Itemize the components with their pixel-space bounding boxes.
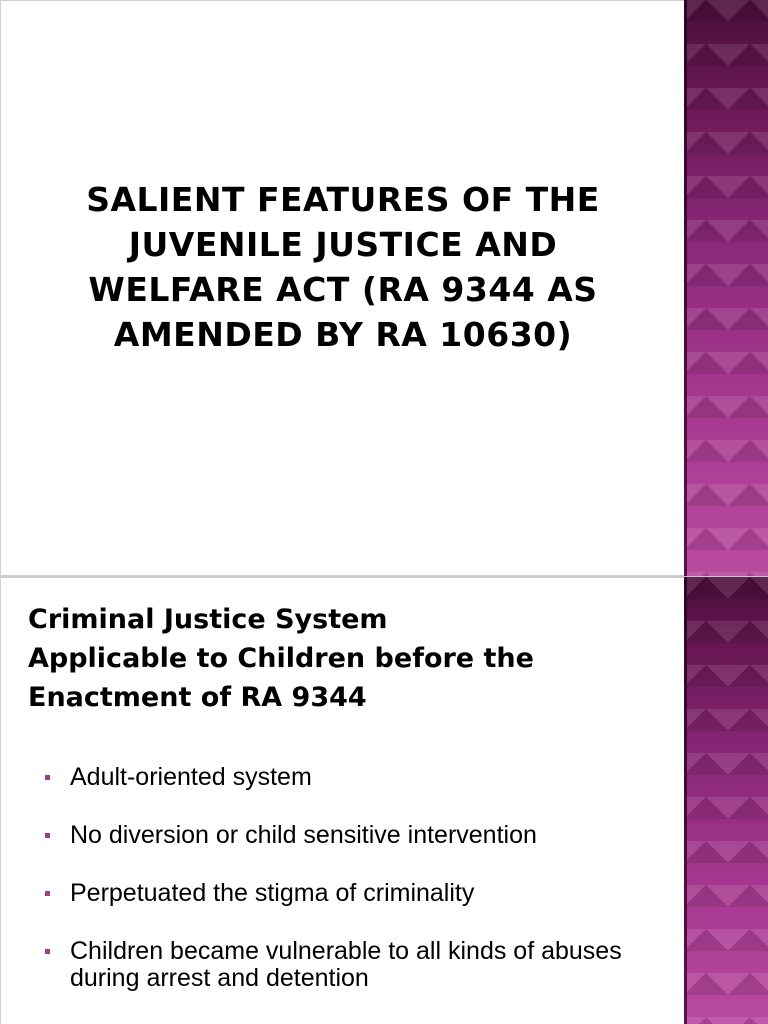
square-bullet-icon — [45, 891, 50, 896]
square-bullet-icon — [45, 949, 50, 954]
list-item — [45, 880, 665, 907]
slide-2-title-line: Criminal Justice System — [28, 604, 388, 635]
list-item-text: No diversion or child sensitive intervention — [70, 821, 537, 849]
slide-1-title-line: SALIENT FEATURES OF THE — [86, 180, 600, 219]
slide-2-title-line: Applicable to Children before the — [28, 643, 534, 674]
strip-edge — [684, 0, 687, 576]
square-bullet-icon — [45, 833, 50, 838]
slide-2 — [0, 577, 768, 1024]
list-item — [45, 822, 665, 849]
slide-2-title-line: Enactment of RA 9344 — [28, 682, 367, 713]
strip-edge — [684, 577, 687, 1024]
list-item — [45, 764, 665, 791]
slide-1-title-line: WELFARE ACT (RA 9344 AS — [88, 270, 598, 309]
list-item-text: Adult-oriented system — [70, 763, 312, 791]
diamond-pattern — [684, 577, 768, 1024]
bullet-list — [45, 764, 665, 1023]
list-item-text: Perpetuated the stigma of criminality — [70, 879, 475, 907]
slide-1-title — [21, 177, 665, 357]
diamond-pattern — [684, 0, 768, 576]
slide-2-title — [28, 600, 668, 717]
list-item — [45, 938, 665, 992]
slide-1-title-line: JUVENILE JUSTICE AND — [128, 225, 558, 264]
slide-1-decorative-strip — [684, 0, 768, 576]
list-item-text: Children became vulnerable to all kinds of abuses during arrest and detention — [70, 937, 622, 992]
slide-2-decorative-strip — [684, 577, 768, 1024]
square-bullet-icon — [45, 775, 50, 780]
slide-2-content — [0, 577, 684, 1024]
slide-1-title-line: AMENDED BY RA 10630) — [113, 315, 573, 354]
